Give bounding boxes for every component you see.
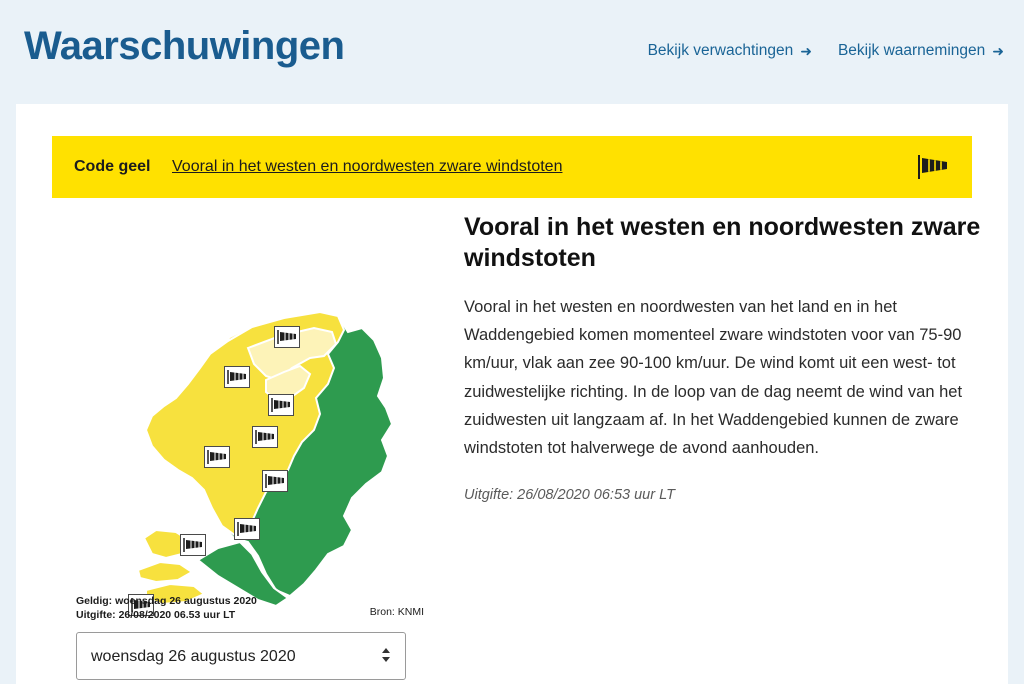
content-card [16,104,1008,684]
map-pin-windsock[interactable] [274,326,300,348]
link-bekijk-waarnemingen[interactable] [838,42,1004,60]
map-pin-windsock[interactable] [224,366,250,388]
link-bekijk-verwachtingen[interactable] [648,42,812,60]
map-pin-windsock[interactable] [268,394,294,416]
date-select[interactable] [76,632,406,680]
date-select-wrapper[interactable] [76,632,406,680]
map-caption-valid: Geldig: woensdag 26 augustus 2020 [76,594,257,607]
alert-banner[interactable] [52,136,972,198]
page-header [0,0,1024,100]
map-source-label: Bron: KNMI [369,606,424,618]
detail-issued-meta: Uitgifte: 26/08/2020 06:53 uur LT [464,486,675,503]
map-pin-windsock[interactable] [180,534,206,556]
map-pin-windsock[interactable] [252,426,278,448]
map-caption [76,594,257,622]
alert-code-label: Code geel [74,158,151,175]
detail-title: Vooral in het westen en noordwesten zware windstoten [464,213,981,273]
header-links [648,42,1004,60]
map-caption-issued: Uitgifte: 26/08/2020 06.53 uur LT [76,608,236,621]
warning-detail [464,212,994,503]
netherlands-map-svg [52,208,432,628]
warning-map[interactable] [52,208,432,628]
link-verwachtingen-label: Bekijk verwachtingen [647,42,794,59]
alert-headline-link[interactable]: Vooral in het westen en noordwesten zware windstoten [172,158,563,175]
link-waarnemingen-label: Bekijk waarnemingen [837,42,986,59]
map-pin-windsock[interactable] [234,518,260,540]
arrow-right-icon: ➜ [800,43,812,59]
windsock-icon [916,154,950,180]
map-pin-windsock[interactable] [204,446,230,468]
detail-body: Vooral in het westen en noordwesten van het land en in het Waddengebied komen momenteel zware windstoten voor van 75-90 km/uur, vlak aan zee 90-100 km/uur. De wind komt uit een west- tot zuidwestelijke richting. In de loop van de dag neemt de wind van het zuidwesten uit langzaam af. In het Waddengebied kunnen de zware windstoten tot halverwege de avond aanhouden. [464,297,963,458]
arrow-right-icon: ➜ [992,43,1004,59]
map-pin-windsock[interactable] [262,470,288,492]
page-title: Waarschuwingen [24,24,345,68]
